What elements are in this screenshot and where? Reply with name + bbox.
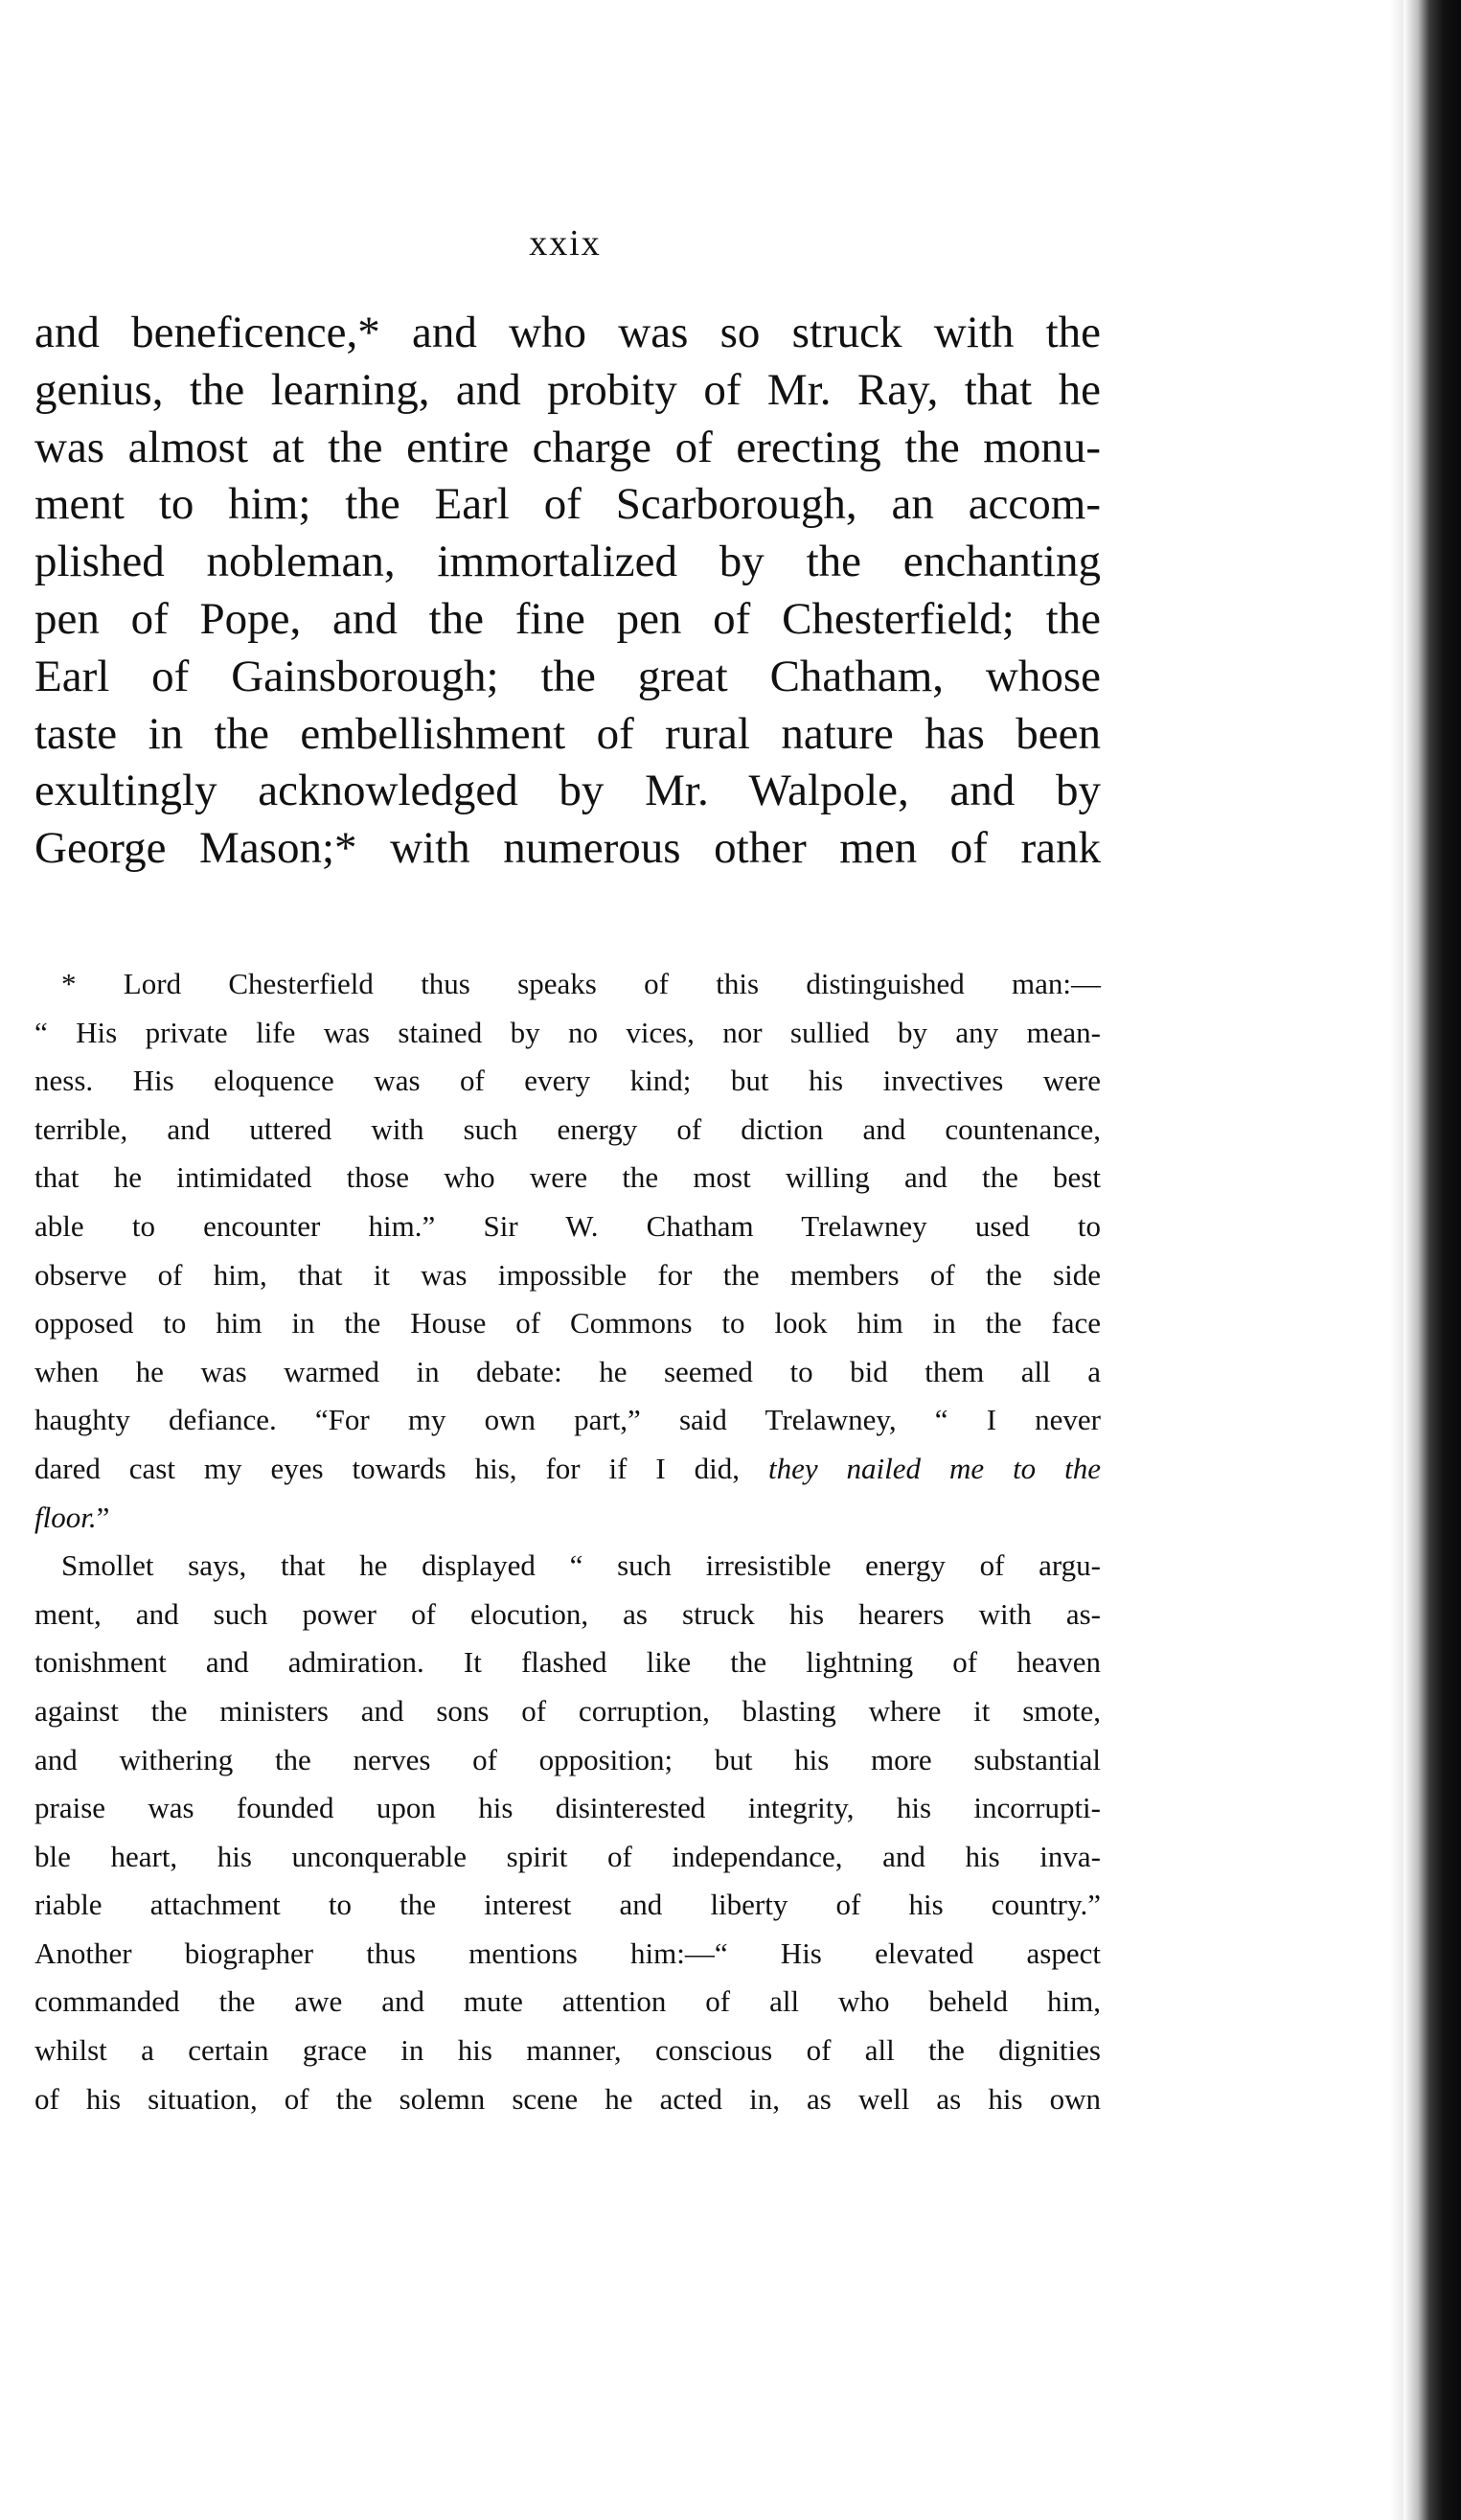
footnote-line: “ His private life was stained by no vices, nor sullied by any mean-	[34, 1015, 1101, 1049]
footnote-line: Smollet says, that he displayed “ such irresistible energy of argu-	[61, 1548, 1101, 1583]
footnote-line: ble heart, his unconquerable spirit of independance, and his inva-	[34, 1839, 1101, 1873]
main-line: ment to him; the Earl of Scarborough, an accom-	[34, 479, 1101, 530]
footnote-text: dared cast my eyes towards his, for if I did,	[34, 1451, 768, 1485]
main-line: was almost at the entire charge of erecting the monu-	[34, 422, 1101, 472]
footnote-line: terrible, and uttered with such energy of diction and countenance,	[34, 1111, 1101, 1146]
footnote-line: tonishment and admiration. It flashed like the lightning of heaven	[34, 1645, 1101, 1680]
footnote-line: commanded the awe and mute attention of all who beheld him,	[34, 1984, 1101, 2019]
footnote-line: able to encounter him.” Sir W. Chatham Trelawney used to	[34, 1208, 1101, 1243]
footnote-line: opposed to him in the House of Commons to look him in the face	[34, 1306, 1101, 1340]
main-line: taste in the embellishment of rural nature has been	[34, 708, 1101, 759]
page-number: xxix	[529, 223, 602, 263]
footnote-line: praise was founded upon his disinterested integrity, his incorrupti-	[34, 1791, 1101, 1825]
main-line: genius, the learning, and probity of Mr. Ray, that he	[34, 364, 1101, 415]
footnote-line: * Lord Chesterfield thus speaks of this distinguished man:—	[61, 967, 1101, 1000]
footnote-paragraph-2	[34, 1542, 1101, 2123]
page-edge	[1404, 0, 1461, 2520]
footnote-line: against the ministers and sons of corruption, blasting where it smote,	[34, 1693, 1101, 1728]
main-line: plished nobleman, immortalized by the enchanting	[34, 537, 1101, 587]
main-text	[34, 305, 1101, 878]
footnote-line	[34, 1445, 1101, 1494]
footnote-line: of his situation, of the solemn scene he acted in, as well as his own	[34, 2081, 1101, 2116]
footnote-italic-text: floor.	[34, 1500, 97, 1534]
footnote-line: and withering the nerves of opposition; but his more substantial	[34, 1742, 1101, 1776]
footnote-line: that he intimidated those who were the most willing and the best	[34, 1160, 1101, 1195]
footnote-line: Another biographer thus mentions him:—“ His elevated aspect	[34, 1936, 1101, 1970]
footnote-line: observe of him, that it was impossible for the members of the side	[34, 1257, 1101, 1292]
footnote-paragraph-1	[34, 960, 1101, 1542]
main-line: exultingly acknowledged by Mr. Walpole, and by	[34, 766, 1101, 816]
footnote-line: haughty defiance. “For my own part,” said Trelawney, “ I never	[34, 1403, 1101, 1437]
main-line: and beneficence,* and who was so struck with the	[34, 308, 1101, 357]
footnote-line	[34, 1494, 1101, 1543]
footnote-line: riable attachment to the interest and liberty of his country.”	[34, 1888, 1101, 1922]
footnote	[34, 960, 1101, 2123]
main-line: pen of Pope, and the fine pen of Chesterfield; the	[34, 593, 1101, 644]
main-line: George Mason;* with numerous other men of rank	[34, 823, 1101, 874]
footnote-line: when he was warmed in debate: he seemed to bid them all a	[34, 1354, 1101, 1388]
footnote-line: ness. His eloquence was of every kind; but his invectives were	[34, 1064, 1101, 1098]
footnote-italic-text: they nailed me to the	[767, 1451, 1101, 1485]
page-shadow	[1390, 0, 1404, 2520]
footnote-text: ”	[96, 1500, 110, 1534]
footnote-line: whilst a certain grace in his manner, conscious of all the dignities	[34, 2033, 1101, 2068]
main-line: Earl of Gainsborough; the great Chatham, whose	[34, 651, 1101, 701]
footnote-line: ment, and such power of elocution, as struck his hearers with as-	[34, 1596, 1101, 1631]
